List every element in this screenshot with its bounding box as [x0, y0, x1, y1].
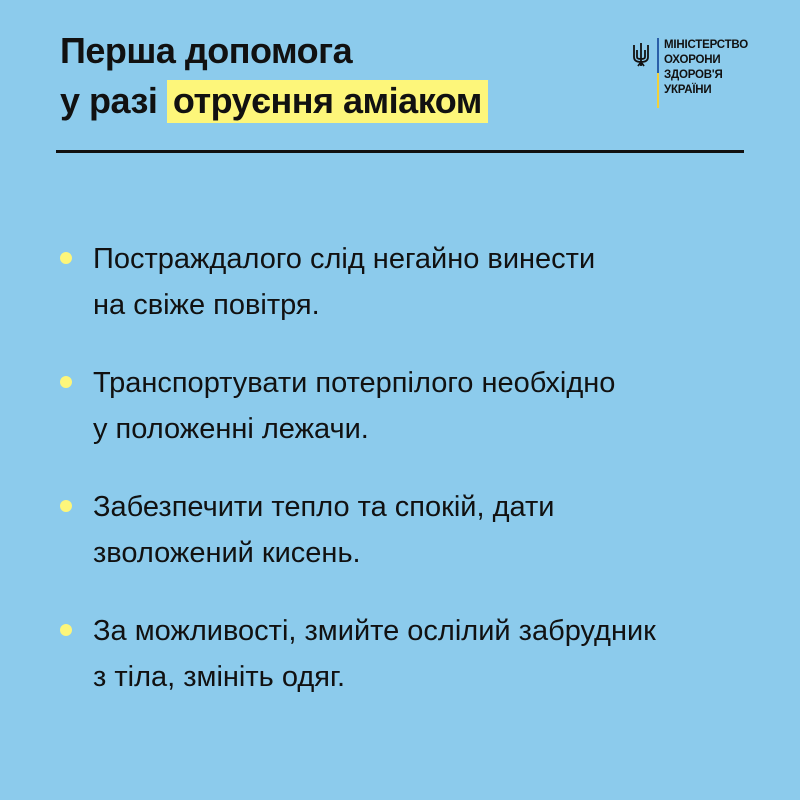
- ministry-name-line-3: ЗДОРОВ'Я: [664, 69, 723, 81]
- list-item-text: [93, 608, 656, 700]
- list-item-text: [93, 484, 554, 576]
- list-item-text: [93, 236, 595, 328]
- trident-icon: [632, 42, 650, 68]
- list-item-line: Постраждалого слід негайно винести: [93, 243, 596, 275]
- list-item-line: Транспортувати потерпілого необхідно: [93, 367, 616, 399]
- list-item-line: Забезпечити тепло та спокій, дати: [93, 491, 555, 523]
- list-item-line: у положенні лежачи.: [93, 413, 369, 445]
- ministry-name-line-2: ОХОРОНИ: [664, 54, 721, 66]
- list-item-line: з тіла, змініть одяг.: [93, 661, 346, 693]
- ministry-name: [664, 38, 748, 98]
- list-item-line: За можливості, змийте ослілий забрудник: [93, 615, 656, 647]
- page-title: [60, 26, 488, 126]
- bullet-icon: [60, 252, 72, 264]
- title-line-1: Перша допомога: [60, 30, 353, 71]
- divider: [56, 150, 744, 153]
- bullet-icon: [60, 624, 72, 636]
- ministry-name-line-4: УКРАЇНИ: [664, 84, 712, 96]
- title-highlight: отруєння аміаком: [167, 80, 488, 123]
- list-item-line: зволожений кисень.: [93, 537, 361, 569]
- list-item: [60, 360, 760, 484]
- instructions-list: [60, 236, 760, 732]
- title-line-2: [60, 76, 488, 126]
- ministry-logo: [632, 38, 748, 108]
- list-item: [60, 608, 760, 732]
- list-item-line: на свіже повітря.: [93, 289, 320, 321]
- list-item: [60, 236, 760, 360]
- ministry-name-line-1: МІНІСТЕРСТВО: [664, 39, 748, 51]
- bullet-icon: [60, 500, 72, 512]
- list-item: [60, 484, 760, 608]
- title-prefix: у разі: [60, 80, 158, 121]
- flag-divider: [657, 38, 659, 108]
- bullet-icon: [60, 376, 72, 388]
- list-item-text: [93, 360, 615, 452]
